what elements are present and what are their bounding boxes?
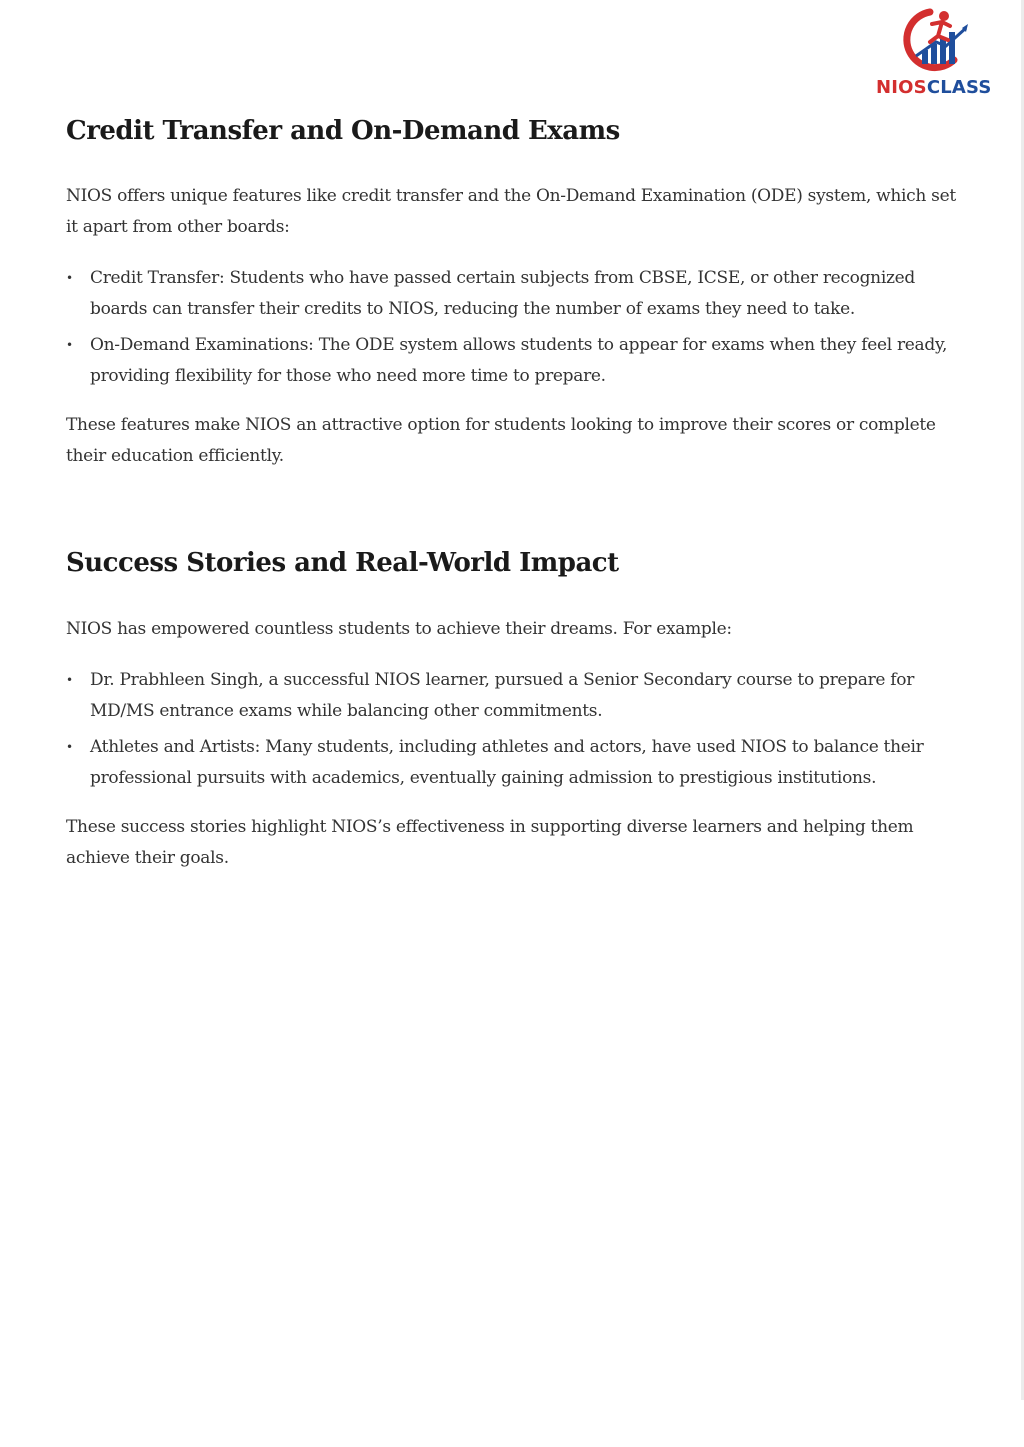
list-item-text: Dr. Prabhleen Singh, a successful NIOS learner, pursued a Senior Secondary course to prepare for MD/MS entrance exams while balancing other commitments. (90, 670, 915, 721)
brand-name-class: CLASS (926, 77, 992, 98)
bullet-icon: • (66, 338, 73, 352)
list-item (66, 732, 956, 793)
section-intro: NIOS has empowered countless students to achieve their dreams. For example: (66, 619, 732, 639)
logo-graphic-icon (892, 6, 972, 78)
list-item (66, 330, 956, 391)
bullet-icon: • (66, 673, 73, 687)
bullet-icon: • (66, 271, 73, 285)
brand-name-nios: NIOS (876, 77, 927, 98)
brand-wordmark (876, 78, 992, 98)
section-heading: Credit Transfer and On-Demand Exams (66, 116, 620, 146)
section-intro: NIOS offers unique features like credit transfer and the On-Demand Examination (ODE) system, which set it apart from other boards: (66, 186, 956, 237)
list-item (66, 263, 956, 324)
section-outro: These success stories highlight NIOS’s effectiveness in supporting diverse learners and helping them achieve their goals. (66, 817, 914, 868)
section-outro: These features make NIOS an attractive option for students looking to improve their scores or complete their education efficiently. (66, 415, 936, 466)
bullet-list (66, 665, 956, 799)
bullet-list (66, 263, 956, 397)
list-item-text: Athletes and Artists: Many students, including athletes and actors, have used NIOS to balance their professional pursuits with academics, eventually gaining admission to prestigious institutions. (90, 737, 924, 788)
list-item-text: On-Demand Examinations: The ODE system allows students to appear for exams when they feel ready, providing flexibility for those who need more time to prepare. (90, 335, 948, 386)
bullet-icon: • (66, 740, 73, 754)
section-heading: Success Stories and Real-World Impact (66, 548, 619, 578)
list-item-text: Credit Transfer: Students who have passed certain subjects from CBSE, ICSE, or other recognized boards can transfer their credits to NIOS, reducing the number of exams they need to take. (90, 268, 915, 319)
list-item (66, 665, 956, 726)
